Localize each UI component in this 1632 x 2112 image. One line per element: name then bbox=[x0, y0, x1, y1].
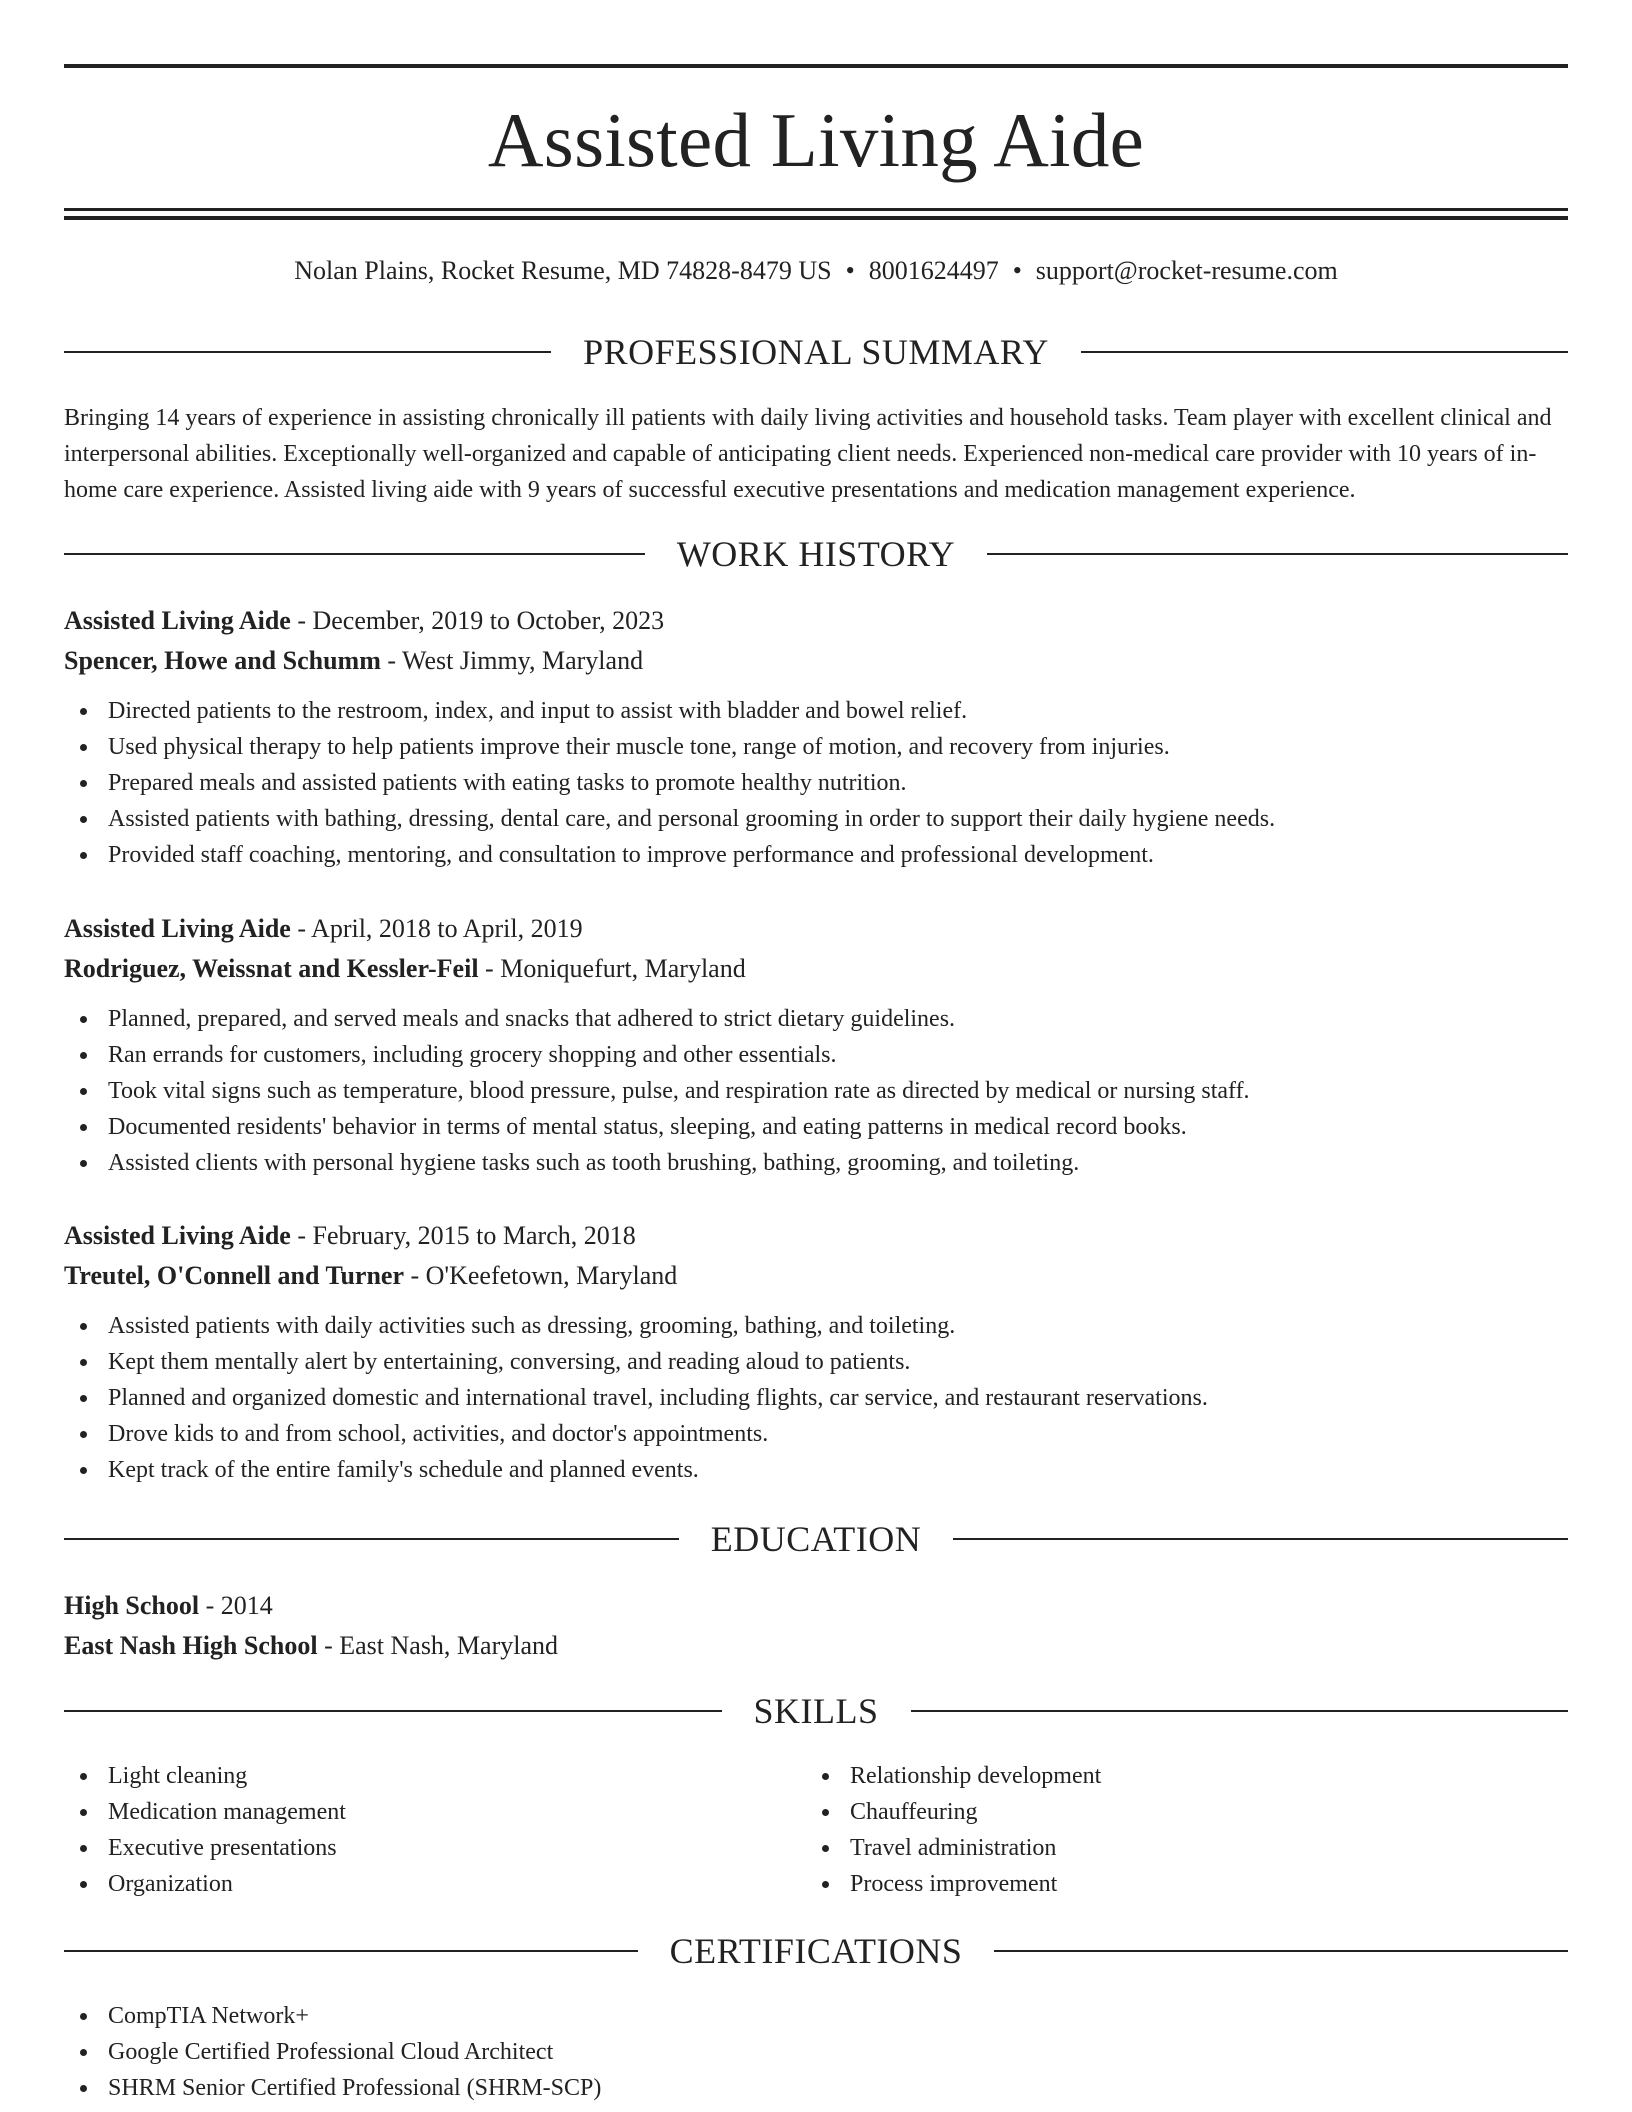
section-heading-skills bbox=[64, 1689, 1568, 1733]
education-year: - 2014 bbox=[199, 1591, 273, 1620]
list-item: Drove kids to and from school, activities, and doctor's appointments. bbox=[64, 1416, 1568, 1452]
job-location: - O'Keefetown, Maryland bbox=[403, 1261, 678, 1290]
list-item: Organization bbox=[64, 1866, 806, 1902]
list-item: Kept them mentally alert by entertaining, conversing, and reading aloud to patients. bbox=[64, 1344, 1568, 1380]
resume-title: Assisted Living Aide bbox=[487, 97, 1145, 183]
education-degree: High School bbox=[64, 1591, 200, 1620]
job-dates: - February, 2015 to March, 2018 bbox=[290, 1221, 636, 1250]
section-heading-work-history bbox=[64, 532, 1568, 576]
list-item: Used physical therapy to help patients improve their muscle tone, range of motion, and recovery from injuries. bbox=[64, 729, 1568, 765]
section-title: SKILLS bbox=[753, 1691, 879, 1731]
job-title-row bbox=[64, 1216, 1568, 1256]
job-bullets bbox=[64, 693, 1568, 873]
list-item: Assisted patients with bathing, dressing, dental care, and personal grooming in order to support their daily hygiene needs. bbox=[64, 801, 1568, 837]
top-rule bbox=[64, 64, 1568, 68]
contact-separator: • bbox=[1012, 256, 1022, 285]
job-title: Assisted Living Aide bbox=[64, 914, 291, 943]
job-company: Treutel, O'Connell and Turner bbox=[64, 1261, 404, 1290]
list-item: Medication management bbox=[64, 1794, 806, 1830]
skills-column-right bbox=[806, 1758, 1548, 1902]
job-company-row bbox=[64, 949, 1568, 989]
skills-column-left bbox=[64, 1758, 806, 1902]
list-item: Planned, prepared, and served meals and snacks that adhered to strict dietary guidelines. bbox=[64, 1001, 1568, 1037]
job-dates: - December, 2019 to October, 2023 bbox=[290, 606, 665, 635]
list-item: Chauffeuring bbox=[806, 1794, 1548, 1830]
list-item: Assisted clients with personal hygiene tasks such as tooth brushing, bathing, grooming, and toileting. bbox=[64, 1145, 1568, 1181]
contact-email: support@rocket-resume.com bbox=[1035, 256, 1338, 285]
contact-separator: • bbox=[845, 256, 855, 285]
job-location: - Moniquefurt, Maryland bbox=[478, 954, 746, 983]
section-title: WORK HISTORY bbox=[676, 534, 956, 574]
title-double-rule bbox=[64, 208, 1568, 220]
list-item: Ran errands for customers, including grocery shopping and other essentials. bbox=[64, 1037, 1568, 1073]
job-title: Assisted Living Aide bbox=[64, 606, 291, 635]
section-title: PROFESSIONAL SUMMARY bbox=[583, 332, 1049, 372]
section-heading-education bbox=[64, 1517, 1568, 1561]
list-item: Directed patients to the restroom, index, and input to assist with bladder and bowel relief. bbox=[64, 693, 1568, 729]
job-title-row bbox=[64, 909, 1568, 949]
contact-line bbox=[64, 253, 1568, 289]
job-company-row bbox=[64, 641, 1568, 681]
education-entry bbox=[64, 1586, 1568, 1666]
section-title: EDUCATION bbox=[710, 1519, 922, 1559]
section-heading-summary bbox=[64, 330, 1568, 374]
job-entry bbox=[64, 909, 1568, 1181]
education-school-row bbox=[64, 1626, 1568, 1666]
education-school: East Nash High School bbox=[64, 1631, 318, 1660]
list-item: Kept track of the entire family's schedule and planned events. bbox=[64, 1452, 1568, 1488]
education-degree-row bbox=[64, 1586, 1568, 1626]
contact-phone: 8001624497 bbox=[868, 256, 999, 285]
summary-paragraph: Bringing 14 years of experience in assisting chronically ill patients with daily living activities and household tasks. Team player with excellent clinical and interpersonal abilities. Exceptionally well-organized and capable of anticipating client needs. Experienced non-medical care provider with 10 years of in-home care experience. Assisted living aide with 9 years of successful executive presentations and medication management experience. bbox=[64, 405, 1552, 503]
list-item: Documented residents' behavior in terms of mental status, sleeping, and eating patterns in medical record books. bbox=[64, 1109, 1568, 1145]
skills-list bbox=[64, 1758, 1568, 1902]
job-company: Rodriguez, Weissnat and Kessler-Feil bbox=[64, 954, 479, 983]
job-location: - West Jimmy, Maryland bbox=[380, 646, 644, 675]
list-item: Planned and organized domestic and international travel, including flights, car service, and restaurant reservations. bbox=[64, 1380, 1568, 1416]
list-item: Process improvement bbox=[806, 1866, 1548, 1902]
education-location: - East Nash, Maryland bbox=[317, 1631, 559, 1660]
list-item: Provided staff coaching, mentoring, and consultation to improve performance and professional development. bbox=[64, 837, 1568, 873]
list-item: Prepared meals and assisted patients with eating tasks to promote healthy nutrition. bbox=[64, 765, 1568, 801]
section-title: CERTIFICATIONS bbox=[669, 1931, 963, 1971]
contact-address: Nolan Plains, Rocket Resume, MD 74828-8479 US bbox=[294, 256, 832, 285]
list-item: CompTIA Network+ bbox=[64, 1998, 1568, 2034]
list-item: Light cleaning bbox=[64, 1758, 806, 1794]
list-item: Took vital signs such as temperature, blood pressure, pulse, and respiration rate as directed by medical or nursing staff. bbox=[64, 1073, 1568, 1109]
list-item: SHRM Senior Certified Professional (SHRM-SCP) bbox=[64, 2070, 1568, 2106]
list-item: Google Certified Professional Cloud Architect bbox=[64, 2034, 1568, 2070]
job-entry bbox=[64, 601, 1568, 873]
job-company: Spencer, Howe and Schumm bbox=[64, 646, 381, 675]
certifications-list bbox=[64, 1998, 1568, 2106]
list-item: Travel administration bbox=[806, 1830, 1548, 1866]
job-bullets bbox=[64, 1001, 1568, 1181]
job-bullets bbox=[64, 1308, 1568, 1488]
job-entry bbox=[64, 1216, 1568, 1488]
list-item: Executive presentations bbox=[64, 1830, 806, 1866]
list-item: Assisted patients with daily activities such as dressing, grooming, bathing, and toileting. bbox=[64, 1308, 1568, 1344]
job-title: Assisted Living Aide bbox=[64, 1221, 291, 1250]
section-heading-certifications bbox=[64, 1929, 1568, 1973]
list-item: Relationship development bbox=[806, 1758, 1548, 1794]
job-title-row bbox=[64, 601, 1568, 641]
job-dates: - April, 2018 to April, 2019 bbox=[290, 914, 583, 943]
job-company-row bbox=[64, 1256, 1568, 1296]
